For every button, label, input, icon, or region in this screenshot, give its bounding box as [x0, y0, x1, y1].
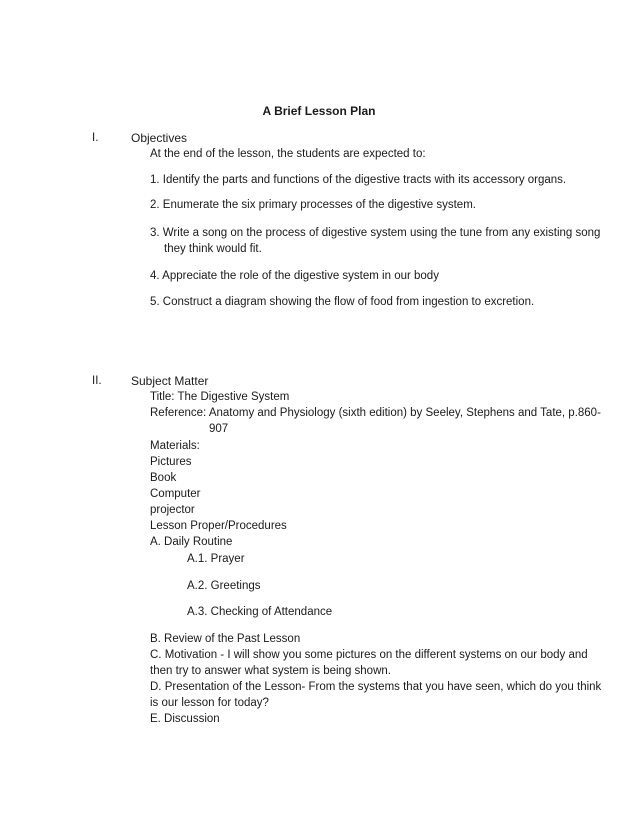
materials-label: Materials: [150, 440, 200, 452]
section-numeral-subject-matter: II. [92, 375, 102, 387]
presentation-line-continuation: is our lesson for today? [150, 697, 269, 709]
objective-item: 3. Write a song on the process of digestive system using the tune from any existing song [150, 227, 601, 239]
objective-item-continuation: they think would fit. [164, 243, 262, 255]
document-title: A Brief Lesson Plan [262, 104, 376, 118]
routine-item: A.2. Greetings [187, 580, 261, 592]
routine-item: A.1. Prayer [187, 553, 245, 565]
subject-reference: Reference: Anatomy and Physiology (sixth edition) by Seeley, Stephens and Tate, p.860- [150, 407, 601, 419]
subject-title: Title: The Digestive System [150, 391, 290, 403]
section-numeral-objectives: I. [92, 132, 99, 144]
objective-item: 2. Enumerate the six primary processes of the digestive system. [150, 199, 476, 211]
material-item: Pictures [150, 456, 192, 468]
section-heading-subject-matter: Subject Matter [131, 374, 209, 388]
motivation-line-continuation: then try to answer what system is being shown. [150, 665, 391, 677]
objective-item: 5. Construct a diagram showing the flow of food from ingestion to excretion. [150, 296, 535, 308]
objective-item: 4. Appreciate the role of the digestive system in our body [150, 270, 439, 282]
subject-reference-continuation: 907 [209, 423, 229, 435]
routine-item: A.3. Checking of Attendance [187, 606, 333, 618]
presentation-line: D. Presentation of the Lesson- From the systems that you have seen, which do you think [150, 681, 602, 693]
motivation-line: C. Motivation - I will show you some pictures on the different systems on our body and [150, 649, 588, 661]
daily-routine-heading: A. Daily Routine [150, 536, 233, 548]
objectives-intro: At the end of the lesson, the students are expected to: [150, 148, 426, 160]
material-item: Book [150, 472, 177, 484]
discussion-item: E. Discussion [150, 713, 220, 725]
review-item: B. Review of the Past Lesson [150, 633, 301, 645]
material-item: Computer [150, 488, 201, 500]
material-item: projector [150, 504, 195, 516]
section-heading-objectives: Objectives [131, 131, 188, 145]
objective-item: 1. Identify the parts and functions of the digestive tracts with its accessory organs. [150, 174, 567, 186]
procedures-label: Lesson Proper/Procedures [150, 520, 287, 532]
